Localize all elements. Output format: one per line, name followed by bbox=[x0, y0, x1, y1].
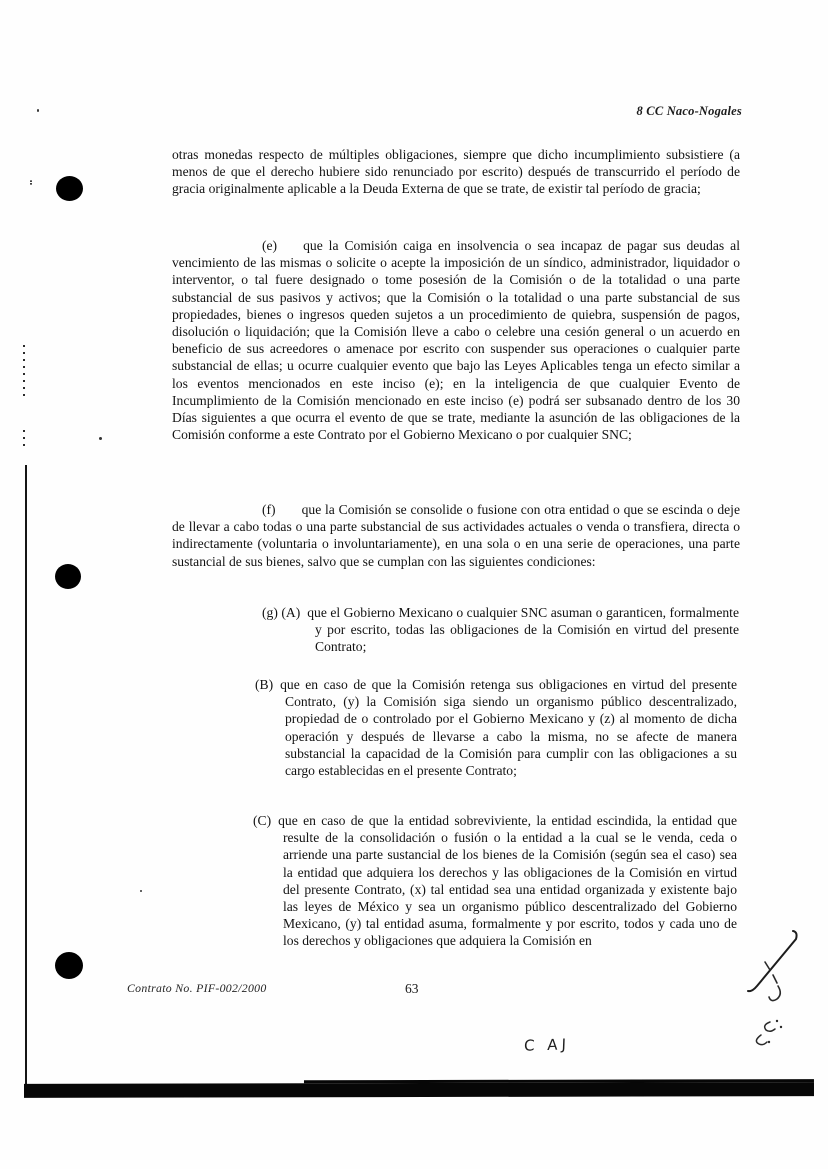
running-header: 8 CC Naco-Nogales bbox=[636, 104, 742, 118]
scan-artifact-bar bbox=[24, 1082, 814, 1098]
clause-label: (C) bbox=[253, 813, 272, 828]
clause-label: (g) (A) bbox=[262, 605, 301, 620]
clause-e bbox=[172, 237, 740, 443]
page-number: 63 bbox=[405, 981, 419, 996]
clause-text: que el Gobierno Mexicano o cualquier SNC asuman o garanticen, formalmente y por escrito, todas las obligaciones de la Comisión en virtud del presente Contrato; bbox=[307, 605, 739, 655]
handwritten-squiggle-icon bbox=[756, 1020, 782, 1045]
clause-b bbox=[255, 676, 737, 779]
clause-g-a bbox=[262, 604, 739, 656]
clause-text: que en caso de que la Comisión retenga sus obligaciones en virtud del presente Contrato, (y) la Comisión siga siendo un organismo público descentralizado, propiedad de o controlado por el Gobierno Mexicano y (z) al momento de dicha operación y después de llevarse a cabo la misma, no se afecte de manera substancial la capacidad de la Comisión para cumplir con las obligaciones a su cargo establecidas en el presente Contrato; bbox=[280, 677, 737, 779]
scan-speck bbox=[37, 109, 39, 112]
paragraph-text: otras monedas respecto de múltiples obligaciones, siempre que dicho incumplimiento subsistiere (a menos de que el derecho hubiere sido renunciado por escrito) después de transcurrido el período de gracia originalmente aplicable a la Deuda Externa de que se trate, de existir tal período de gracia; bbox=[172, 147, 740, 197]
scan-speck bbox=[30, 180, 32, 185]
scan-artifact-dots bbox=[23, 430, 25, 450]
scan-edge-line bbox=[25, 465, 27, 1095]
punch-hole bbox=[56, 176, 83, 201]
clause-text: que la Comisión caiga en insolvencia o sea incapaz de pagar sus deudas al vencimiento de las mismas o solicite o acepte la imposición de un síndico, administrador, liquidador o interventor, o tal fuere designado o tome posesión de la Comisión o de la totalidad o una parte substancial de sus pasivos y activos; que la Comisión o la totalidad o una parte substancial de sus propiedades, bienes o ingresos queden sujetos a un procedimiento de quiebra, suspensión de pagos, disolución o liquidación; que la Comisión lleve a cabo o celebre una cesión general o un acuerdo en beneficio de sus acreedores o amenace por escrito con suspender sus operaciones o cualquier parte substancial de ellas; u ocurre cualquier evento que bajo las Leyes Aplicables tenga un efecto similar a los eventos mencionados en este inciso (e); en la inteligencia de que cualquier Evento de Incumplimiento de la Comisión mencionado en este inciso (e) podrá ser subsanado dentro de los 30 Días siguientes a que ocurra el evento de que se trate, mediante la asunción de las obligaciones de la Comisión conforme a este Contrato por el Gobierno Mexicano o por cualquier SNC; bbox=[172, 238, 740, 443]
clause-c bbox=[253, 812, 737, 950]
punch-hole bbox=[55, 564, 81, 589]
clause-label: (e) bbox=[262, 238, 278, 253]
footer-contract-number: Contrato No. PIF-002/2000 bbox=[127, 981, 267, 995]
punch-hole bbox=[55, 952, 83, 979]
scan-speck bbox=[99, 437, 102, 440]
scan-speck bbox=[140, 890, 142, 892]
clause-label: (f) bbox=[262, 502, 276, 517]
clause-text: que en caso de que la entidad sobreviviente, la entidad escindida, la entidad que resulte de la consolidación o fusión o la entidad a la cual se le venda, ceda o arriende una parte sustancial de los bienes de la Comisión (según sea el caso) sea la entidad que adquiera los derechos y las obligaciones de la Comisión en virtud del presente Contrato, (x) tal entidad sea una entidad organizada y existente bajo las leyes de México y sea un organismo público descentralizado del Gobierno Mexicano, (y) tal entidad asuma, formalmente y por escrito, todos y cada uno de los derechos y obligaciones que adquiera la Comisión en bbox=[278, 813, 737, 949]
scan-artifact-dots bbox=[23, 345, 25, 397]
clause-f bbox=[172, 501, 740, 570]
clause-label: (B) bbox=[255, 677, 274, 692]
handwritten-initials: C AJ bbox=[523, 1035, 571, 1055]
paragraph-continuation bbox=[172, 146, 740, 198]
clause-text: que la Comisión se consolide o fusione con otra entidad o que se escinda o deje de llevar a cabo todas o una parte substancial de sus actividades actuales o venda o transfiera, directa o indirectamente (voluntaria o involuntariamente), en una sola o en una serie de operaciones, una parte sustancial de sus bienes, salvo que se cumplan con las siguientes condiciones: bbox=[172, 502, 740, 569]
